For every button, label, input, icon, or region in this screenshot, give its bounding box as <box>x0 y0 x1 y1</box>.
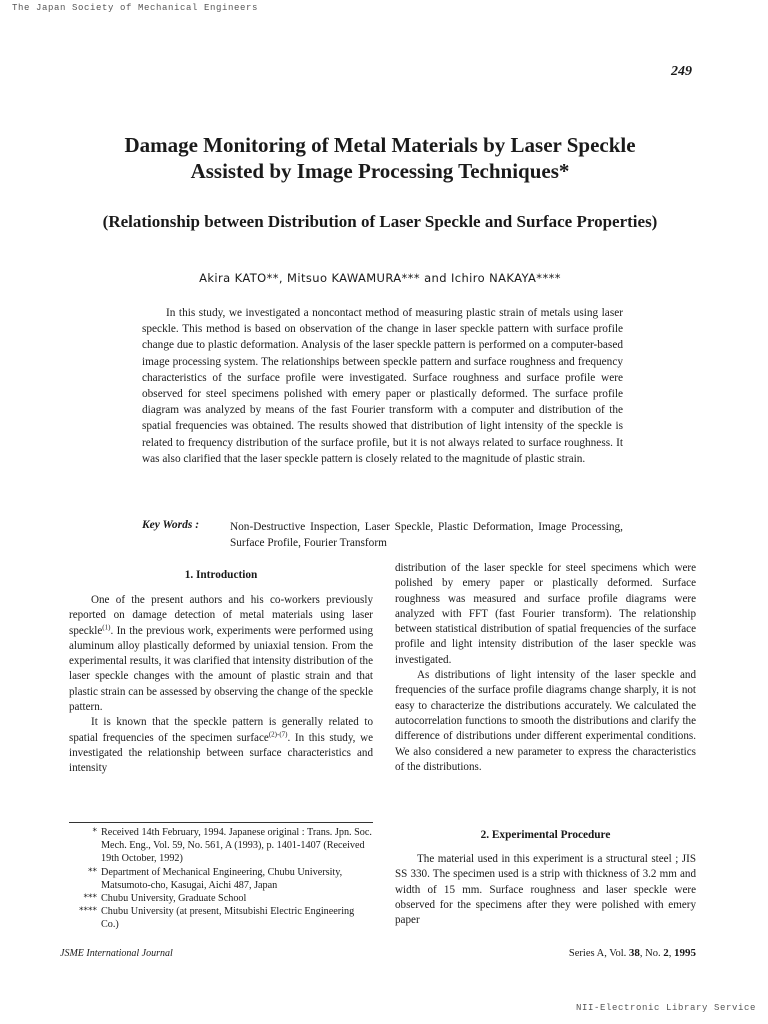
citation-ref: (1) <box>102 622 111 631</box>
intro-p1-rest: . In the previous work, experiments were performed using aluminum alloy plastically deformed by uniaxial tension. From the experimental results, it was clarified that intensity distribution of the laser speckle changes with the amount of plastic strain and that plastic strain can be assessed by observing the change of the speckle pattern. <box>69 624 373 714</box>
footnote: * Received 14th February, 1994. Japanese original : Trans. Jpn. Soc. Mech. Eng., Vol. 59, No. 561, A (1993), p. 1401-1407 (Received 19th October, 1992) <box>92 827 372 865</box>
intro-paragraph-2 <box>69 715 373 776</box>
series-info: Series A, Vol. 38, No. 2, 1995 <box>568 947 696 959</box>
page-number: 249 <box>671 64 692 79</box>
footnotes <box>69 826 373 932</box>
section-2-body <box>395 852 696 928</box>
library-service-footer: NII-Electronic Library Service <box>575 1003 756 1013</box>
procedure-paragraph-1: The material used in this experiment is a structural steel ; JIS SS 330. The specimen used is a strip with thickness of 3.2 mm and width of 15 mm. Surface roughness and laser speckle were observed for the specimens after they were polished with emery paper <box>395 853 696 927</box>
abstract: In this study, we investigated a noncontact method of measuring plastic strain of metals using laser speckle. This method is based on observation of the change in laser speckle pattern with surface profile change due to plastic deformation. Analysis of the laser speckle pattern is performed on a computer-based image processing system. The relationships between speckle pattern and surface roughness and frequency characteristics of the surface profile were investigated. Surface roughness and surface profile were observed for steel specimens polished with emery paper or plastically deformed. The surface profile diagram was analyzed by means of the fast Fourier transform with a computer and distribution of the spatial frequencies was obtained. The results showed that distribution of light intensity of the speckle is related to frequency distribution of the surface profile, but it is not always related to surface roughness. It was also clarified that the laser speckle pattern is closely related to the magnitude of plastic strain. <box>142 307 623 465</box>
keywords: Non-Destructive Inspection, Laser Speckle, Plastic Deformation, Image Processing, Surface Profile, Fourier Transform <box>230 521 623 549</box>
section-2-heading: 2. Experimental Procedure <box>480 829 611 841</box>
society-header: The Japan Society of Mechanical Engineers <box>12 3 259 13</box>
section-1-heading: 1. Introduction <box>184 569 258 581</box>
citation-ref: (2)-(7) <box>268 729 288 738</box>
footnote: ** Department of Mechanical Engineering, Chubu University, Matsumoto-cho, Kasugai, Aichi 487, Japan <box>88 866 343 891</box>
intro-paragraph-3: As distributions of light intensity of the laser speckle and frequencies of the surface profile diagrams change sharply, it is not easy to characterize the distributions accurately. We calculated the autocorrelation functions to smooth the distributions and clarify the difference of distributions under different experimental conditions. We also considered a new parameter to express the characteristics of the distributions. <box>395 669 696 773</box>
footnote: **** Chubu University (at present, Mitsubishi Electric Engineering Co.) <box>79 906 355 931</box>
paper-title: Damage Monitoring of Metal Materials by Laser Speckle Assisted by Image Processing Techniques* <box>124 133 636 183</box>
right-column <box>395 561 696 775</box>
intro-paragraph-continued: distribution of the laser speckle for steel specimens which were polished by emery paper or plastically deformed. Surface roughness was measured and surface profile diagrams were analyzed with FFT (fast Fourier transform). The relationship between statistical distribution of spatial frequencies of the surface profile and light intensity distribution of the laser speckle was investigated. <box>395 562 696 666</box>
footnote: *** Chubu University, Graduate School <box>83 893 247 905</box>
journal-name: JSME International Journal <box>60 948 173 959</box>
intro-p2-rest: . In this study, we investigated the relationship between surface characteristics and intensity <box>69 731 373 775</box>
intro-paragraph-1 <box>69 593 373 715</box>
paper-subtitle: (Relationship between Distribution of Laser Speckle and Surface Properties) <box>102 212 658 231</box>
intro-p2-text: It is known that the speckle pattern is generally related to spatial frequencies of the specimen surface <box>69 716 373 744</box>
keywords-label: Key Words : <box>142 519 200 531</box>
left-column <box>69 593 373 777</box>
author-list: Akira KATO**, Mitsuo KAWAMURA*** and Ichiro NAKAYA**** <box>199 271 561 285</box>
intro-p1-text: One of the present authors and his co-workers previously reported on damage detection of metal materials using laser speckle <box>69 594 373 637</box>
footnote-divider <box>69 822 373 823</box>
